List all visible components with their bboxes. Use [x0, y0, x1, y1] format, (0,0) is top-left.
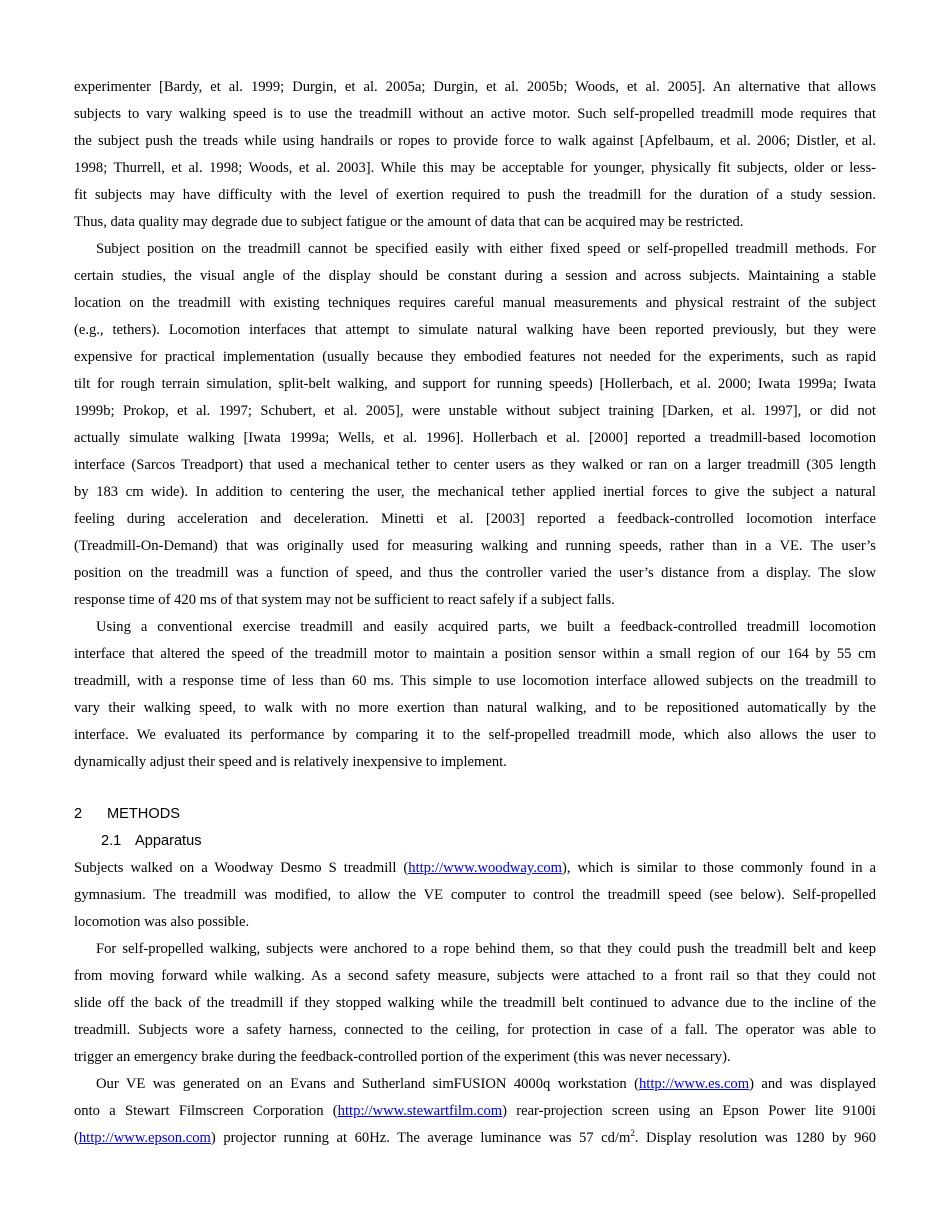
- text-line: [74, 1098, 876, 1125]
- text-segment: fit subjects may have difficulty with the level of exertion required to push the treadmill for the duration of a study session.: [74, 187, 876, 203]
- text-line: [74, 236, 876, 263]
- text-line: [74, 695, 876, 722]
- section-spacer: [74, 776, 876, 801]
- text-segment: experimenter [Bardy, et al. 1999; Durgin, et al. 2005a; Durgin, et al. 2005b; Woods, et al. 2005]. An alternative that allows: [74, 79, 876, 95]
- text-line: [74, 371, 876, 398]
- text-line: [74, 1044, 876, 1071]
- text-line: [74, 479, 876, 506]
- text-line: [74, 963, 876, 990]
- text-segment: gymnasium. The treadmill was modified, to allow the VE computer to control the treadmill speed (see below). Self-propelled: [74, 887, 876, 903]
- text-line: [74, 398, 876, 425]
- text-segment: Thus, data quality may degrade due to subject fatigue or the amount of data that can be acquired may be restricted.: [74, 214, 744, 230]
- hyperlink[interactable]: http://www.epson.com: [78, 1130, 211, 1146]
- text-line: [74, 290, 876, 317]
- text-line: [74, 1071, 876, 1098]
- text-segment: Using a conventional exercise treadmill and easily acquired parts, we built a feedback-controlled treadmill locomotion: [96, 619, 876, 635]
- text-line: [74, 74, 876, 101]
- text-segment: (e.g., tethers). Locomotion interfaces that attempt to simulate natural walking have been reported previously, but they were: [74, 322, 876, 338]
- section-heading: [74, 801, 876, 828]
- heading-number: 2: [74, 806, 83, 822]
- text-segment: interface. We evaluated its performance by comparing it to the self-propelled treadmill mode, which also allows the user to: [74, 727, 876, 743]
- text-line: [74, 855, 876, 882]
- hyperlink[interactable]: http://www.woodway.com: [408, 860, 563, 876]
- text-segment: location on the treadmill with existing techniques requires careful manual measurements and physical restraint of the subject: [74, 295, 876, 311]
- text-line: [74, 722, 876, 749]
- heading-title: Apparatus: [135, 833, 202, 849]
- text-segment: treadmill. Subjects wore a safety harness, connected to the ceiling, for protection in case of a fall. The operator was able to: [74, 1022, 876, 1038]
- text-line: [74, 909, 876, 936]
- text-line: [74, 1017, 876, 1044]
- text-line: [74, 560, 876, 587]
- text-line: [74, 317, 876, 344]
- text-line: [74, 668, 876, 695]
- text-line: [74, 506, 876, 533]
- text-line: [74, 155, 876, 182]
- text-segment: actually simulate walking [Iwata 1999a; Wells, et al. 1996]. Hollerbach et al. [2000] reported a treadmill-based locomotion: [74, 430, 876, 446]
- text-segment: trigger an emergency brake during the feedback-controlled portion of the experiment (this was never necessary).: [74, 1049, 731, 1065]
- text-line: [74, 1125, 876, 1152]
- text-line: [74, 452, 876, 479]
- paragraph: [74, 614, 876, 776]
- text-segment: 1999b; Prokop, et al. 1997; Schubert, et al. 2005], were unstable without subject training [Darken, et al. 1997], or did not: [74, 403, 876, 419]
- text-segment: ) rear-projection screen using an Epson Power lite 9100i: [502, 1103, 876, 1119]
- text-line: [74, 101, 876, 128]
- text-line: [74, 882, 876, 909]
- text-segment: Our VE was generated on an Evans and Sutherland simFUSION 4000q workstation (: [96, 1076, 639, 1092]
- text-segment: treadmill, with a response time of less than 60 ms. This simple to use locomotion interface allowed subjects on the treadmill to: [74, 673, 876, 689]
- paragraph: [74, 236, 876, 614]
- text-segment: expensive for practical implementation (usually because they embodied features not needed for the experiments, such as rapid: [74, 349, 876, 365]
- paragraph: [74, 1071, 876, 1152]
- text-segment: . Display resolution was 1280 by 960: [634, 1130, 876, 1146]
- text-segment: (: [74, 1130, 79, 1146]
- text-line: [74, 128, 876, 155]
- text-line: [74, 344, 876, 371]
- text-line: [74, 182, 876, 209]
- text-segment: locomotion was also possible.: [74, 914, 250, 930]
- paragraph: [74, 936, 876, 1071]
- text-line: [74, 936, 876, 963]
- text-segment: onto a Stewart Filmscreen Corporation (: [74, 1103, 338, 1119]
- text-segment: the subject push the treads while using handrails or ropes to provide force to walk against [Apfelbaum, et al. 2006; Distler, et al.: [74, 133, 876, 149]
- text-segment: certain studies, the visual angle of the display should be constant during a session and across subjects. Maintaining a stable: [74, 268, 876, 284]
- text-segment: subjects to vary walking speed is to use the treadmill without an active motor. Such self-propelled treadmill mode requires that: [74, 106, 876, 122]
- text-segment: tilt for rough terrain simulation, split-belt walking, and support for running speeds) [Hollerbach, et al. 2000; Iwata 1999a; Iwata: [74, 376, 876, 392]
- text-segment: (Treadmill-On-Demand) that was originally used for measuring walking and running speeds, rather than in a VE. The user’s: [74, 538, 876, 554]
- text-segment: feeling during acceleration and deceleration. Minetti et al. [2003] reported a feedback-controlled locomotion interface: [74, 511, 876, 527]
- text-line: [74, 533, 876, 560]
- text-line: [74, 587, 876, 614]
- text-line: [74, 263, 876, 290]
- heading-title: METHODS: [107, 806, 180, 822]
- hyperlink[interactable]: http://www.es.com: [638, 1076, 750, 1092]
- text-segment: position on the treadmill was a function of speed, and thus the controller varied the user’s distance from a display. The slow: [74, 565, 876, 581]
- text-segment: ) and was displayed: [749, 1076, 876, 1092]
- text-segment: dynamically adjust their speed and is relatively inexpensive to implement.: [74, 754, 507, 770]
- document-page: [74, 74, 876, 1152]
- text-segment: interface that altered the speed of the treadmill motor to maintain a position sensor within a small region of our 164 by 55 cm: [74, 646, 876, 662]
- text-line: [74, 209, 876, 236]
- text-line: [74, 641, 876, 668]
- subsection-heading: [74, 828, 876, 855]
- superscript: 2: [630, 1128, 635, 1138]
- paragraph: [74, 74, 876, 236]
- text-line: [74, 614, 876, 641]
- text-segment: ) projector running at 60Hz. The average luminance was 57 cd/m: [210, 1130, 631, 1146]
- text-line: [74, 749, 876, 776]
- text-segment: by 183 cm wide). In addition to centering the user, the mechanical tether applied inertial forces to give the subject a natural: [74, 484, 876, 500]
- text-segment: vary their walking speed, to walk with no more exertion than natural walking, and to be repositioned automatically by the: [74, 700, 876, 716]
- paragraph: [74, 855, 876, 936]
- text-segment: ), which is similar to those commonly found in a: [562, 860, 877, 876]
- text-segment: Subjects walked on a Woodway Desmo S treadmill (: [74, 860, 409, 876]
- heading-number: 2.1: [101, 833, 122, 849]
- text-segment: Subject position on the treadmill cannot be specified easily with either fixed speed or self-propelled treadmill methods. For: [96, 241, 876, 257]
- text-line: [74, 425, 876, 452]
- hyperlink[interactable]: http://www.stewartfilm.com: [337, 1103, 503, 1119]
- text-line: [74, 990, 876, 1017]
- text-segment: response time of 420 ms of that system may not be sufficient to react safely if a subject falls.: [74, 592, 615, 608]
- text-segment: 1998; Thurrell, et al. 1998; Woods, et al. 2003]. While this may be acceptable for younger, physically fit subjects, older or less-: [74, 160, 876, 176]
- text-segment: slide off the back of the treadmill if they stopped walking while the treadmill belt continued to advance due to the incline of the: [74, 995, 876, 1011]
- text-segment: interface (Sarcos Treadport) that used a mechanical tether to center users as they walked or ran on a larger treadmill (305 length: [74, 457, 876, 473]
- text-segment: For self-propelled walking, subjects were anchored to a rope behind them, so that they could push the treadmill belt and keep: [96, 941, 876, 957]
- text-segment: from moving forward while walking. As a second safety measure, subjects were attached to a front rail so that they could not: [74, 968, 876, 984]
